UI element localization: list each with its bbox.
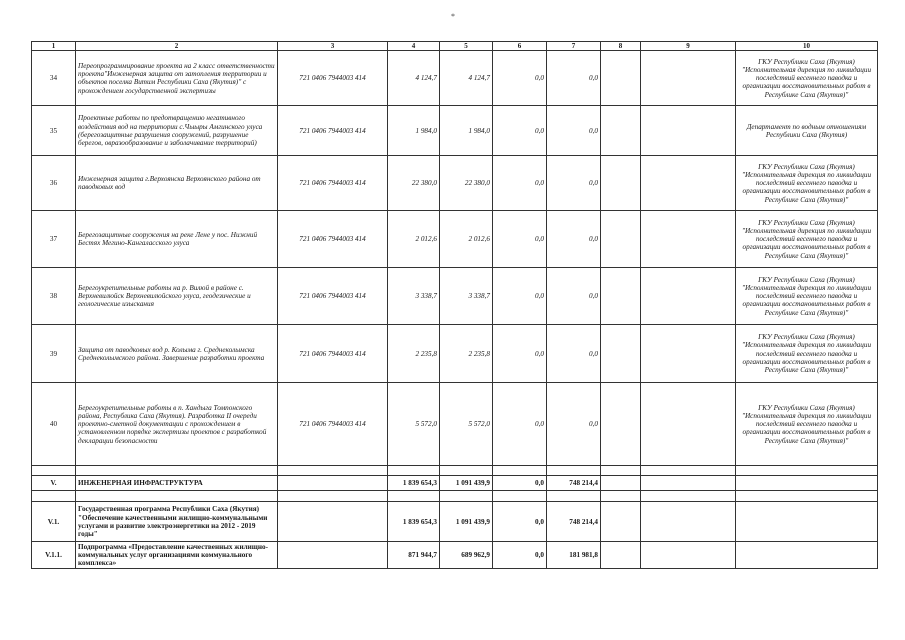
row-number: 40	[32, 383, 76, 466]
row-description: Берегоукрепительные работы в п. Хандыга Томпонского района, Республика Саха (Якутия). Разработка II очереди проектно-сметной документации с прохождением в установленном порядке экспертизы проектов с разработкой декларации безопасности	[76, 383, 278, 466]
cell-col4: 871 944,7	[388, 542, 440, 569]
column-header: 8	[601, 42, 641, 51]
program-title: Государственная программа Республики Саха (Якутия) "Обеспечение качественными жилищно-коммунальными услугами и развитие электроэнергетики на 2012 - 2019 годы"	[76, 502, 278, 542]
budget-code: 721 0406 7944003 414	[278, 51, 388, 106]
cell-col8	[601, 156, 641, 211]
subprogram-row	[32, 542, 878, 569]
cell-col7: 0,0	[547, 383, 601, 466]
responsible-organization: ГКУ Республики Саха (Якутия) "Исполнительная дирекция по ликвидации последствий весеннего паводка и организации восстановительных работ в Республике Саха (Якутия)"	[736, 268, 878, 325]
cell-col9	[641, 51, 736, 106]
column-header: 2	[76, 42, 278, 51]
cell-col5: 3 338,7	[440, 268, 493, 325]
cell-col6: 0,0	[493, 106, 547, 156]
budget-code: 721 0406 7944003 414	[278, 211, 388, 268]
cell-col8	[601, 211, 641, 268]
cell-col5: 1 091 439,9	[440, 502, 493, 542]
cell-col6: 0,0	[493, 268, 547, 325]
row-number: 37	[32, 211, 76, 268]
table-row	[32, 268, 878, 325]
cell-col9	[641, 383, 736, 466]
cell-col4: 1 984,0	[388, 106, 440, 156]
responsible-organization: ГКУ Республики Саха (Якутия) "Исполнительная дирекция по ликвидации последствий весеннего паводка и организации восстановительных работ в Республике Саха (Якутия)"	[736, 211, 878, 268]
cell-col6: 0,0	[493, 383, 547, 466]
cell-col9	[641, 325, 736, 383]
cell-col5: 22 380,0	[440, 156, 493, 211]
column-header: 10	[736, 42, 878, 51]
cell-col9	[641, 268, 736, 325]
budget-code: 721 0406 7944003 414	[278, 106, 388, 156]
cell-col4: 2 235,8	[388, 325, 440, 383]
cell-col7: 0,0	[547, 51, 601, 106]
section-number: V.	[32, 476, 76, 491]
column-header: 7	[547, 42, 601, 51]
cell-col5: 1 984,0	[440, 106, 493, 156]
column-header: 6	[493, 42, 547, 51]
column-header: 5	[440, 42, 493, 51]
cell-col6: 0,0	[493, 542, 547, 569]
program-row	[32, 502, 878, 542]
spacer-row	[32, 491, 878, 502]
cell-col8	[601, 106, 641, 156]
row-description: Берегозащитные сооружения на реке Лене у пос. Нижний Бестях Мегино-Кангаласского улуса	[76, 211, 278, 268]
table-row	[32, 383, 878, 466]
cell-col5: 2 012,6	[440, 211, 493, 268]
page-marker: *	[451, 12, 455, 21]
row-number: 35	[32, 106, 76, 156]
cell-col8	[601, 325, 641, 383]
header-row	[32, 42, 878, 51]
cell-col7: 0,0	[547, 325, 601, 383]
spacer-row	[32, 466, 878, 476]
row-number: 36	[32, 156, 76, 211]
cell-col6: 0,0	[493, 156, 547, 211]
cell-col4: 4 124,7	[388, 51, 440, 106]
row-number: 39	[32, 325, 76, 383]
row-number: 34	[32, 51, 76, 106]
cell-col4: 3 338,7	[388, 268, 440, 325]
cell-col7: 0,0	[547, 211, 601, 268]
cell-col4: 22 380,0	[388, 156, 440, 211]
cell-col7: 748 214,4	[547, 476, 601, 491]
cell-col7: 181 981,8	[547, 542, 601, 569]
cell-col9	[641, 156, 736, 211]
table-row	[32, 325, 878, 383]
responsible-organization: Департамент по водным отношениям Республики Саха (Якутия)	[736, 106, 878, 156]
responsible-organization: ГКУ Республики Саха (Якутия) "Исполнительная дирекция по ликвидации последствий весеннего паводка и организации восстановительных работ в Республике Саха (Якутия)"	[736, 156, 878, 211]
cell-col6: 0,0	[493, 211, 547, 268]
cell-col4: 1 839 654,3	[388, 502, 440, 542]
column-header: 3	[278, 42, 388, 51]
cell-col9	[641, 211, 736, 268]
column-header: 4	[388, 42, 440, 51]
cell-col8	[601, 383, 641, 466]
cell-col5: 2 235,8	[440, 325, 493, 383]
cell-col4: 2 012,6	[388, 211, 440, 268]
table-row	[32, 156, 878, 211]
table-row	[32, 106, 878, 156]
row-description: Проектные работы по предотвращению негативного воздействия вод на территории с.Чыыры Амгинского улуса (берегозащитные разрушения сооружений, разрушение берегов, овразообразование и заболачивание территорий)	[76, 106, 278, 156]
table-row	[32, 51, 878, 106]
row-description: Защита от паводковых вод р. Колыма г. Среднеколымска Среднеколымского района. Завершение разработки проекта	[76, 325, 278, 383]
cell-col7: 0,0	[547, 156, 601, 211]
cell-col7: 0,0	[547, 106, 601, 156]
cell-col4: 5 572,0	[388, 383, 440, 466]
cell-col6: 0,0	[493, 476, 547, 491]
section-number: V.1.	[32, 502, 76, 542]
cell-col5: 1 091 439,9	[440, 476, 493, 491]
cell-col8	[601, 51, 641, 106]
cell-col6: 0,0	[493, 325, 547, 383]
cell-col4: 1 839 654,3	[388, 476, 440, 491]
budget-code: 721 0406 7944003 414	[278, 156, 388, 211]
table-row	[32, 211, 878, 268]
budget-code: 721 0406 7944003 414	[278, 325, 388, 383]
row-description: Инженерная защита г.Верхоянска Верхоянского района от паводковых вод	[76, 156, 278, 211]
row-number: 38	[32, 268, 76, 325]
cell-col6: 0,0	[493, 502, 547, 542]
budget-table	[31, 41, 878, 569]
responsible-organization: ГКУ Республики Саха (Якутия) "Исполнительная дирекция по ликвидации последствий весеннего паводка и организации восстановительных работ в Республике Саха (Якутия)"	[736, 325, 878, 383]
cell-col5: 5 572,0	[440, 383, 493, 466]
subprogram-title: Подпрограмма «Предоставление качественных жилищно-коммунальных услуг организациями коммунального комплекса»	[76, 542, 278, 569]
section-title: ИНЖЕНЕРНАЯ ИНФРАСТРУКТУРА	[76, 476, 278, 491]
cell-col6: 0,0	[493, 51, 547, 106]
cell-col5: 4 124,7	[440, 51, 493, 106]
budget-code: 721 0406 7944003 414	[278, 268, 388, 325]
column-header: 1	[32, 42, 76, 51]
row-description: Переопрограммирование проекта на 2 класс ответственности проекта"Инженерная защита от затопления территории и объектов поселка Витим Республики Саха (Якутия)" с прохождением государственной экспертизы	[76, 51, 278, 106]
cell-col7: 0,0	[547, 268, 601, 325]
column-header: 9	[641, 42, 736, 51]
section-row	[32, 476, 878, 491]
budget-code: 721 0406 7944003 414	[278, 383, 388, 466]
cell-col8	[601, 268, 641, 325]
cell-col5: 689 962,9	[440, 542, 493, 569]
cell-col9	[641, 106, 736, 156]
cell-col7: 748 214,4	[547, 502, 601, 542]
section-number: V.1.1.	[32, 542, 76, 569]
responsible-organization: ГКУ Республики Саха (Якутия) "Исполнительная дирекция по ликвидации последствий весеннего паводка и организации восстановительных работ в Республике Саха (Якутия)"	[736, 383, 878, 466]
row-description: Берегоукрепительные работы на р. Вилюй в районе с. Верхневилюйск Верхневилюйского улуса, геодезические и геологические изыскания	[76, 268, 278, 325]
responsible-organization: ГКУ Республики Саха (Якутия) "Исполнительная дирекция по ликвидации последствий весеннего паводка и организации восстановительных работ в Республике Саха (Якутия)"	[736, 51, 878, 106]
